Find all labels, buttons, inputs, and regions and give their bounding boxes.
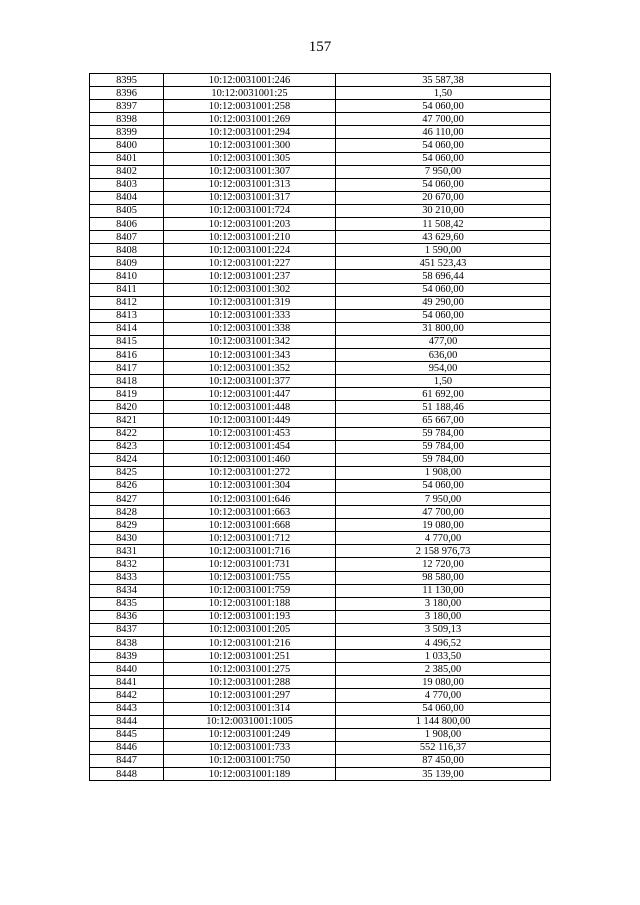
cadastral-number-cell: 10:12:0031001:646 bbox=[164, 493, 336, 506]
value-cell: 54 060,00 bbox=[336, 702, 551, 715]
row-number-cell: 8431 bbox=[90, 545, 164, 558]
row-number-cell: 8401 bbox=[90, 152, 164, 165]
value-cell: 35 139,00 bbox=[336, 767, 551, 780]
row-number-cell: 8413 bbox=[90, 309, 164, 322]
row-number-cell: 8433 bbox=[90, 571, 164, 584]
table-row bbox=[90, 532, 551, 545]
value-cell: 59 784,00 bbox=[336, 427, 551, 440]
cadastral-number-cell: 10:12:0031001:275 bbox=[164, 663, 336, 676]
cadastral-number-cell: 10:12:0031001:210 bbox=[164, 231, 336, 244]
value-cell: 552 116,37 bbox=[336, 741, 551, 754]
value-cell: 3 180,00 bbox=[336, 610, 551, 623]
row-number-cell: 8440 bbox=[90, 663, 164, 676]
table-row bbox=[90, 414, 551, 427]
value-cell: 1 908,00 bbox=[336, 728, 551, 741]
row-number-cell: 8427 bbox=[90, 493, 164, 506]
cadastral-number-cell: 10:12:0031001:1005 bbox=[164, 715, 336, 728]
value-cell: 2 385,00 bbox=[336, 663, 551, 676]
cadastral-number-cell: 10:12:0031001:342 bbox=[164, 335, 336, 348]
value-cell: 1,50 bbox=[336, 375, 551, 388]
table-body bbox=[90, 74, 551, 781]
table-row bbox=[90, 610, 551, 623]
row-number-cell: 8425 bbox=[90, 466, 164, 479]
row-number-cell: 8445 bbox=[90, 728, 164, 741]
value-cell: 54 060,00 bbox=[336, 139, 551, 152]
table-row bbox=[90, 558, 551, 571]
table-row bbox=[90, 388, 551, 401]
value-cell: 35 587,38 bbox=[336, 74, 551, 87]
table-row bbox=[90, 493, 551, 506]
table-row bbox=[90, 741, 551, 754]
row-number-cell: 8414 bbox=[90, 322, 164, 335]
cadastral-number-cell: 10:12:0031001:203 bbox=[164, 218, 336, 231]
cadastral-number-cell: 10:12:0031001:251 bbox=[164, 650, 336, 663]
table-row bbox=[90, 663, 551, 676]
cadastral-number-cell: 10:12:0031001:313 bbox=[164, 178, 336, 191]
row-number-cell: 8405 bbox=[90, 204, 164, 217]
row-number-cell: 8419 bbox=[90, 388, 164, 401]
value-cell: 4 770,00 bbox=[336, 689, 551, 702]
value-cell: 3 509,13 bbox=[336, 623, 551, 636]
value-cell: 51 188,46 bbox=[336, 401, 551, 414]
value-cell: 43 629,60 bbox=[336, 231, 551, 244]
table-row bbox=[90, 466, 551, 479]
row-number-cell: 8417 bbox=[90, 362, 164, 375]
cadastral-number-cell: 10:12:0031001:352 bbox=[164, 362, 336, 375]
value-cell: 54 060,00 bbox=[336, 283, 551, 296]
cadastral-number-cell: 10:12:0031001:307 bbox=[164, 165, 336, 178]
table-row bbox=[90, 715, 551, 728]
value-cell: 1 033,50 bbox=[336, 650, 551, 663]
value-cell: 1 590,00 bbox=[336, 244, 551, 257]
cadastral-number-cell: 10:12:0031001:319 bbox=[164, 296, 336, 309]
table-row bbox=[90, 270, 551, 283]
cadastral-number-cell: 10:12:0031001:188 bbox=[164, 597, 336, 610]
cadastral-number-cell: 10:12:0031001:338 bbox=[164, 322, 336, 335]
row-number-cell: 8434 bbox=[90, 584, 164, 597]
value-cell: 477,00 bbox=[336, 335, 551, 348]
value-cell: 636,00 bbox=[336, 348, 551, 361]
table-row bbox=[90, 335, 551, 348]
table-row bbox=[90, 584, 551, 597]
value-cell: 7 950,00 bbox=[336, 165, 551, 178]
table-row bbox=[90, 152, 551, 165]
value-cell: 31 800,00 bbox=[336, 322, 551, 335]
cadastral-number-cell: 10:12:0031001:755 bbox=[164, 571, 336, 584]
value-cell: 61 692,00 bbox=[336, 388, 551, 401]
value-cell: 12 720,00 bbox=[336, 558, 551, 571]
row-number-cell: 8402 bbox=[90, 165, 164, 178]
cadastral-number-cell: 10:12:0031001:258 bbox=[164, 100, 336, 113]
value-cell: 4 496,52 bbox=[336, 637, 551, 650]
cadastral-number-cell: 10:12:0031001:668 bbox=[164, 519, 336, 532]
table-row bbox=[90, 139, 551, 152]
cadastral-number-cell: 10:12:0031001:305 bbox=[164, 152, 336, 165]
cadastral-number-cell: 10:12:0031001:302 bbox=[164, 283, 336, 296]
value-cell: 1 144 800,00 bbox=[336, 715, 551, 728]
table-row bbox=[90, 113, 551, 126]
row-number-cell: 8416 bbox=[90, 348, 164, 361]
value-cell: 20 670,00 bbox=[336, 191, 551, 204]
row-number-cell: 8410 bbox=[90, 270, 164, 283]
row-number-cell: 8437 bbox=[90, 623, 164, 636]
row-number-cell: 8426 bbox=[90, 479, 164, 492]
cadastral-number-cell: 10:12:0031001:663 bbox=[164, 506, 336, 519]
cadastral-number-cell: 10:12:0031001:733 bbox=[164, 741, 336, 754]
table-row bbox=[90, 375, 551, 388]
table-row bbox=[90, 296, 551, 309]
row-number-cell: 8420 bbox=[90, 401, 164, 414]
cadastral-number-cell: 10:12:0031001:343 bbox=[164, 348, 336, 361]
value-cell: 7 950,00 bbox=[336, 493, 551, 506]
value-cell: 1 908,00 bbox=[336, 466, 551, 479]
table-row bbox=[90, 191, 551, 204]
cadastral-number-cell: 10:12:0031001:750 bbox=[164, 754, 336, 767]
value-cell: 54 060,00 bbox=[336, 178, 551, 191]
table-row bbox=[90, 728, 551, 741]
cadastral-number-cell: 10:12:0031001:724 bbox=[164, 204, 336, 217]
row-number-cell: 8447 bbox=[90, 754, 164, 767]
row-number-cell: 8409 bbox=[90, 257, 164, 270]
row-number-cell: 8441 bbox=[90, 676, 164, 689]
table-row bbox=[90, 178, 551, 191]
value-cell: 58 696,44 bbox=[336, 270, 551, 283]
table-row bbox=[90, 244, 551, 257]
table-row bbox=[90, 427, 551, 440]
cadastral-number-cell: 10:12:0031001:297 bbox=[164, 689, 336, 702]
value-cell: 54 060,00 bbox=[336, 309, 551, 322]
value-cell: 3 180,00 bbox=[336, 597, 551, 610]
table-row bbox=[90, 623, 551, 636]
table-row bbox=[90, 283, 551, 296]
row-number-cell: 8407 bbox=[90, 231, 164, 244]
row-number-cell: 8396 bbox=[90, 87, 164, 100]
row-number-cell: 8412 bbox=[90, 296, 164, 309]
cadastral-number-cell: 10:12:0031001:304 bbox=[164, 479, 336, 492]
cadastral-number-cell: 10:12:0031001:216 bbox=[164, 637, 336, 650]
cadastral-number-cell: 10:12:0031001:317 bbox=[164, 191, 336, 204]
table-row bbox=[90, 322, 551, 335]
cadastral-number-cell: 10:12:0031001:300 bbox=[164, 139, 336, 152]
table-row bbox=[90, 218, 551, 231]
row-number-cell: 8421 bbox=[90, 414, 164, 427]
value-cell: 59 784,00 bbox=[336, 453, 551, 466]
row-number-cell: 8444 bbox=[90, 715, 164, 728]
table-row bbox=[90, 702, 551, 715]
row-number-cell: 8435 bbox=[90, 597, 164, 610]
value-cell: 11 130,00 bbox=[336, 584, 551, 597]
cadastral-number-cell: 10:12:0031001:294 bbox=[164, 126, 336, 139]
table-row bbox=[90, 74, 551, 87]
row-number-cell: 8429 bbox=[90, 519, 164, 532]
table-row bbox=[90, 126, 551, 139]
cadastral-number-cell: 10:12:0031001:25 bbox=[164, 87, 336, 100]
row-number-cell: 8424 bbox=[90, 453, 164, 466]
value-cell: 1,50 bbox=[336, 87, 551, 100]
cadastral-number-cell: 10:12:0031001:731 bbox=[164, 558, 336, 571]
cadastral-number-cell: 10:12:0031001:272 bbox=[164, 466, 336, 479]
table-row bbox=[90, 440, 551, 453]
cadastral-number-cell: 10:12:0031001:712 bbox=[164, 532, 336, 545]
table-row bbox=[90, 401, 551, 414]
cadastral-number-cell: 10:12:0031001:189 bbox=[164, 767, 336, 780]
cadastral-number-cell: 10:12:0031001:288 bbox=[164, 676, 336, 689]
table-row bbox=[90, 362, 551, 375]
value-cell: 47 700,00 bbox=[336, 506, 551, 519]
row-number-cell: 8423 bbox=[90, 440, 164, 453]
table-row bbox=[90, 348, 551, 361]
table-row bbox=[90, 637, 551, 650]
row-number-cell: 8398 bbox=[90, 113, 164, 126]
table-row bbox=[90, 767, 551, 780]
cadastral-number-cell: 10:12:0031001:227 bbox=[164, 257, 336, 270]
table-row bbox=[90, 231, 551, 244]
row-number-cell: 8439 bbox=[90, 650, 164, 663]
cadastral-number-cell: 10:12:0031001:716 bbox=[164, 545, 336, 558]
table-row bbox=[90, 689, 551, 702]
row-number-cell: 8400 bbox=[90, 139, 164, 152]
value-cell: 54 060,00 bbox=[336, 479, 551, 492]
row-number-cell: 8403 bbox=[90, 178, 164, 191]
cadastral-number-cell: 10:12:0031001:224 bbox=[164, 244, 336, 257]
cadastral-number-cell: 10:12:0031001:314 bbox=[164, 702, 336, 715]
cadastral-number-cell: 10:12:0031001:237 bbox=[164, 270, 336, 283]
row-number-cell: 8399 bbox=[90, 126, 164, 139]
table-row bbox=[90, 506, 551, 519]
cadastral-number-cell: 10:12:0031001:447 bbox=[164, 388, 336, 401]
row-number-cell: 8430 bbox=[90, 532, 164, 545]
cadastral-number-cell: 10:12:0031001:377 bbox=[164, 375, 336, 388]
value-cell: 87 450,00 bbox=[336, 754, 551, 767]
row-number-cell: 8446 bbox=[90, 741, 164, 754]
table-row bbox=[90, 309, 551, 322]
cadastral-number-cell: 10:12:0031001:460 bbox=[164, 453, 336, 466]
cadastral-number-cell: 10:12:0031001:205 bbox=[164, 623, 336, 636]
cadastral-number-cell: 10:12:0031001:448 bbox=[164, 401, 336, 414]
row-number-cell: 8438 bbox=[90, 637, 164, 650]
table-row bbox=[90, 571, 551, 584]
cadastral-number-cell: 10:12:0031001:269 bbox=[164, 113, 336, 126]
value-cell: 54 060,00 bbox=[336, 152, 551, 165]
row-number-cell: 8442 bbox=[90, 689, 164, 702]
table-row bbox=[90, 87, 551, 100]
table-row bbox=[90, 650, 551, 663]
cadastral-table bbox=[89, 73, 551, 781]
value-cell: 30 210,00 bbox=[336, 204, 551, 217]
table-row bbox=[90, 165, 551, 178]
row-number-cell: 8406 bbox=[90, 218, 164, 231]
value-cell: 98 580,00 bbox=[336, 571, 551, 584]
page-number: 157 bbox=[308, 39, 332, 55]
value-cell: 49 290,00 bbox=[336, 296, 551, 309]
value-cell: 47 700,00 bbox=[336, 113, 551, 126]
table-row bbox=[90, 676, 551, 689]
cadastral-number-cell: 10:12:0031001:193 bbox=[164, 610, 336, 623]
value-cell: 46 110,00 bbox=[336, 126, 551, 139]
cadastral-number-cell: 10:12:0031001:454 bbox=[164, 440, 336, 453]
row-number-cell: 8432 bbox=[90, 558, 164, 571]
value-cell: 19 080,00 bbox=[336, 519, 551, 532]
row-number-cell: 8395 bbox=[90, 74, 164, 87]
row-number-cell: 8408 bbox=[90, 244, 164, 257]
table-row bbox=[90, 519, 551, 532]
row-number-cell: 8411 bbox=[90, 283, 164, 296]
cadastral-number-cell: 10:12:0031001:453 bbox=[164, 427, 336, 440]
value-cell: 4 770,00 bbox=[336, 532, 551, 545]
value-cell: 954,00 bbox=[336, 362, 551, 375]
row-number-cell: 8428 bbox=[90, 506, 164, 519]
value-cell: 451 523,43 bbox=[336, 257, 551, 270]
table-row bbox=[90, 453, 551, 466]
value-cell: 65 667,00 bbox=[336, 414, 551, 427]
row-number-cell: 8418 bbox=[90, 375, 164, 388]
row-number-cell: 8404 bbox=[90, 191, 164, 204]
row-number-cell: 8436 bbox=[90, 610, 164, 623]
table-row bbox=[90, 204, 551, 217]
value-cell: 59 784,00 bbox=[336, 440, 551, 453]
row-number-cell: 8422 bbox=[90, 427, 164, 440]
row-number-cell: 8443 bbox=[90, 702, 164, 715]
row-number-cell: 8448 bbox=[90, 767, 164, 780]
value-cell: 54 060,00 bbox=[336, 100, 551, 113]
table-row bbox=[90, 597, 551, 610]
cadastral-number-cell: 10:12:0031001:333 bbox=[164, 309, 336, 322]
table-row bbox=[90, 754, 551, 767]
table-row bbox=[90, 100, 551, 113]
value-cell: 19 080,00 bbox=[336, 676, 551, 689]
value-cell: 11 508,42 bbox=[336, 218, 551, 231]
table-row bbox=[90, 257, 551, 270]
cadastral-number-cell: 10:12:0031001:249 bbox=[164, 728, 336, 741]
table-row bbox=[90, 545, 551, 558]
cadastral-number-cell: 10:12:0031001:759 bbox=[164, 584, 336, 597]
cadastral-number-cell: 10:12:0031001:246 bbox=[164, 74, 336, 87]
cadastral-number-cell: 10:12:0031001:449 bbox=[164, 414, 336, 427]
value-cell: 2 158 976,73 bbox=[336, 545, 551, 558]
table-row bbox=[90, 479, 551, 492]
row-number-cell: 8415 bbox=[90, 335, 164, 348]
row-number-cell: 8397 bbox=[90, 100, 164, 113]
